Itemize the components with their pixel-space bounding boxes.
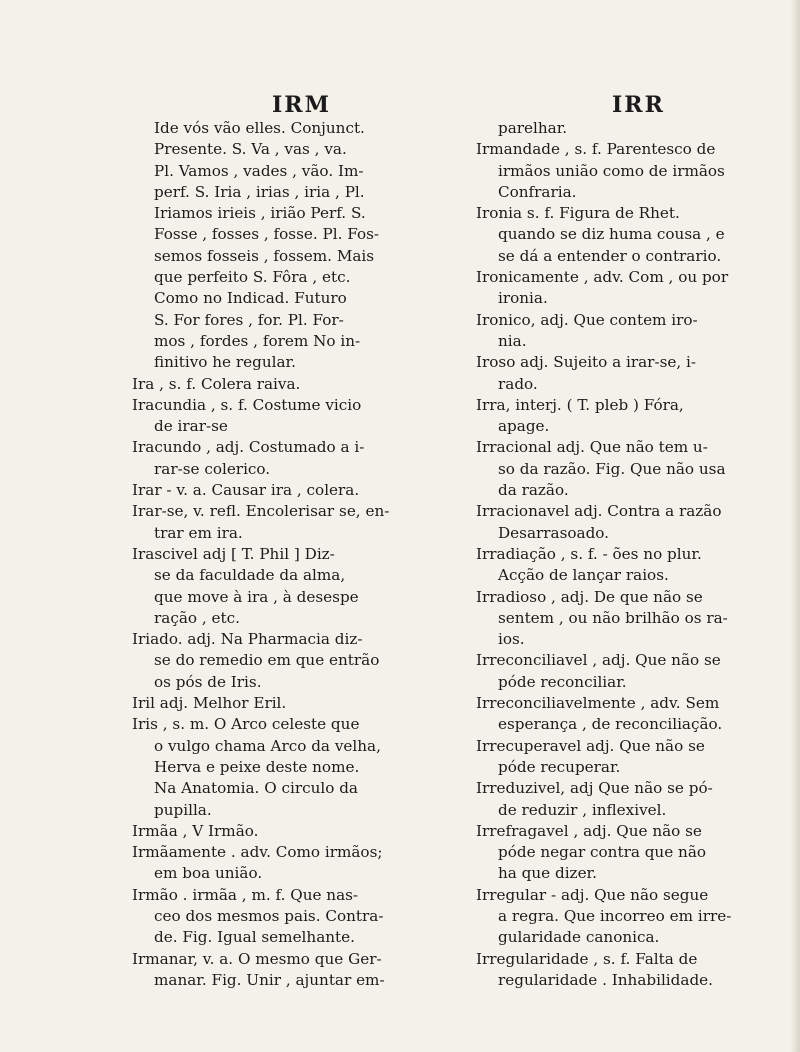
page-edge-shadow <box>790 0 800 1052</box>
text-line: Presente. S. Va , vas , va. <box>154 140 347 159</box>
text-line: Irreconciliavel , adj. Que não se <box>476 651 721 670</box>
text-line: Ira , s. f. Colera raiva. <box>132 374 301 393</box>
text-line: nia. <box>498 331 527 350</box>
text-line: Irracionavel adj. Contra a razão <box>476 502 722 521</box>
text-line: se da faculdade da alma, <box>154 566 346 585</box>
text-line: de reduzir , inflexivel. <box>498 800 667 819</box>
text-line: Irreduzivel, adj Que não se pó- <box>476 779 713 798</box>
text-line: Irradiação , s. f. - ões no plur. <box>476 544 702 563</box>
text-line: ios. <box>498 630 525 649</box>
text-line: Ironicamente , adv. Com , ou por <box>476 268 729 287</box>
text-line: Irascivel adj [ T. Phil ] Diz- <box>132 544 335 563</box>
text-line: so da razão. Fig. Que não usa <box>498 459 726 478</box>
text-line: Irradioso , adj. De que não se <box>476 587 703 606</box>
text-line: Iracundia , s. f. Costume vicio <box>132 395 362 414</box>
text-line: Desarrasoado. <box>498 523 610 542</box>
text-line: Irracional adj. Que não tem u- <box>476 438 708 457</box>
text-line: Irar - v. a. Causar ira , colera. <box>132 481 360 500</box>
left-running-head: IRM <box>272 92 331 118</box>
text-line: Iracundo , adj. Costumado a i- <box>132 438 365 457</box>
text-line: Irregularidade , s. f. Falta de <box>476 949 698 968</box>
text-line: Na Anatomia. O circulo da <box>154 779 358 798</box>
text-line: esperança , de reconciliação. <box>498 715 723 734</box>
text-line: manar. Fig. Unir , ajuntar em- <box>154 970 385 989</box>
text-line: Irmanar, v. a. O mesmo que Ger- <box>132 949 382 968</box>
text-line: Irmão . irmãa , m. f. Que nas- <box>132 885 359 904</box>
text-line: Pl. Vamos , vades , vão. Im- <box>154 161 364 180</box>
text-line: quando se diz huma cousa , e <box>498 225 725 244</box>
text-line: Irra, interj. ( T. pleb ) Fóra, <box>476 395 684 414</box>
text-line: parelhar. <box>498 119 568 137</box>
right-running-head: IRR <box>612 92 665 118</box>
text-line: finitivo he regular. <box>154 353 296 372</box>
text-line: Irregular - adj. Que não segue <box>476 885 709 904</box>
text-line: Irmãamente . adv. Como irmãos; <box>132 843 383 862</box>
text-line: mos , fordes , forem No in- <box>154 331 361 350</box>
text-line: em boa união. <box>154 864 263 883</box>
text-line: de irar-se <box>154 417 228 436</box>
text-line: Confraria. <box>498 182 577 201</box>
text-line: Fosse , fosses , fosse. Pl. Fos- <box>154 225 380 244</box>
text-line: S. For fores , for. Pl. For- <box>154 310 344 329</box>
text-line: Irrecuperavel adj. Que não se <box>476 736 705 755</box>
text-line: Irreconciliavelmente , adv. Sem <box>476 694 720 713</box>
text-line: Irar-se, v. refl. Encolerisar se, en- <box>132 502 390 521</box>
text-line: que move à ira , à desespe <box>154 587 359 606</box>
text-line: apage. <box>498 417 550 436</box>
text-line: sentem , ou não brilhão os ra- <box>498 608 728 627</box>
text-line: Acção de lançar raios. <box>498 566 669 585</box>
text-line: regularidade . Inhabilidade. <box>498 970 713 989</box>
text-line: ceo dos mesmos pais. Contra- <box>154 906 384 925</box>
text-line: Iriado. adj. Na Pharmacia diz- <box>132 630 363 649</box>
text-line: póde recuperar. <box>498 757 621 776</box>
right-column <box>476 118 796 991</box>
text-line: semos fosseis , fossem. Mais <box>154 246 375 265</box>
text-line: Iril adj. Melhor Eril. <box>132 694 287 713</box>
text-line: Ide vós vão elles. Conjunct. <box>154 119 365 137</box>
text-line: rado. <box>498 374 538 393</box>
text-line: gularidade canonica. <box>498 928 660 947</box>
text-line: trar em ira. <box>154 523 243 542</box>
text-line: irmãos união como de irmãos <box>498 161 725 180</box>
text-line: ironia. <box>498 289 548 308</box>
text-line: o vulgo chama Arco da velha, <box>154 736 381 755</box>
text-line: Como no Indicad. Futuro <box>154 289 347 308</box>
text-line: se do remedio em que entrão <box>154 651 380 670</box>
text-line: Herva e peixe deste nome. <box>154 757 360 776</box>
text-line: pupilla. <box>154 800 212 819</box>
text-line: rar-se colerico. <box>154 459 271 478</box>
text-line: Iroso adj. Sujeito a irar-se, i- <box>476 353 696 372</box>
text-line: Irmãa , V Irmão. <box>132 821 259 840</box>
text-line: Irmandade , s. f. Parentesco de <box>476 140 716 159</box>
text-line: se dá a entender o contrario. <box>498 246 722 265</box>
text-line: póde reconciliar. <box>498 672 627 691</box>
text-line: de. Fig. Igual semelhante. <box>154 928 355 947</box>
text-line: póde negar contra que não <box>498 843 707 862</box>
text-line: da razão. <box>498 481 569 500</box>
text-line: Iriamos irieis , irião Perf. S. <box>154 204 366 223</box>
text-line: ração , etc. <box>154 608 240 627</box>
text-line: Ironia s. f. Figura de Rhet. <box>476 204 680 223</box>
text-line: perf. S. Iria , irias , iria , Pl. <box>154 182 365 201</box>
text-line: Irrefragavel , adj. Que não se <box>476 821 702 840</box>
text-line: que perfeito S. Fôra , etc. <box>154 268 351 287</box>
text-line: a regra. Que incorreo em irre- <box>498 906 732 925</box>
text-line: os pós de Iris. <box>154 672 262 691</box>
text-line: Iris , s. m. O Arco celeste que <box>132 715 360 734</box>
left-column <box>132 118 462 991</box>
text-line: ha que dizer. <box>498 864 597 883</box>
text-line: Ironico, adj. Que contem iro- <box>476 310 698 329</box>
